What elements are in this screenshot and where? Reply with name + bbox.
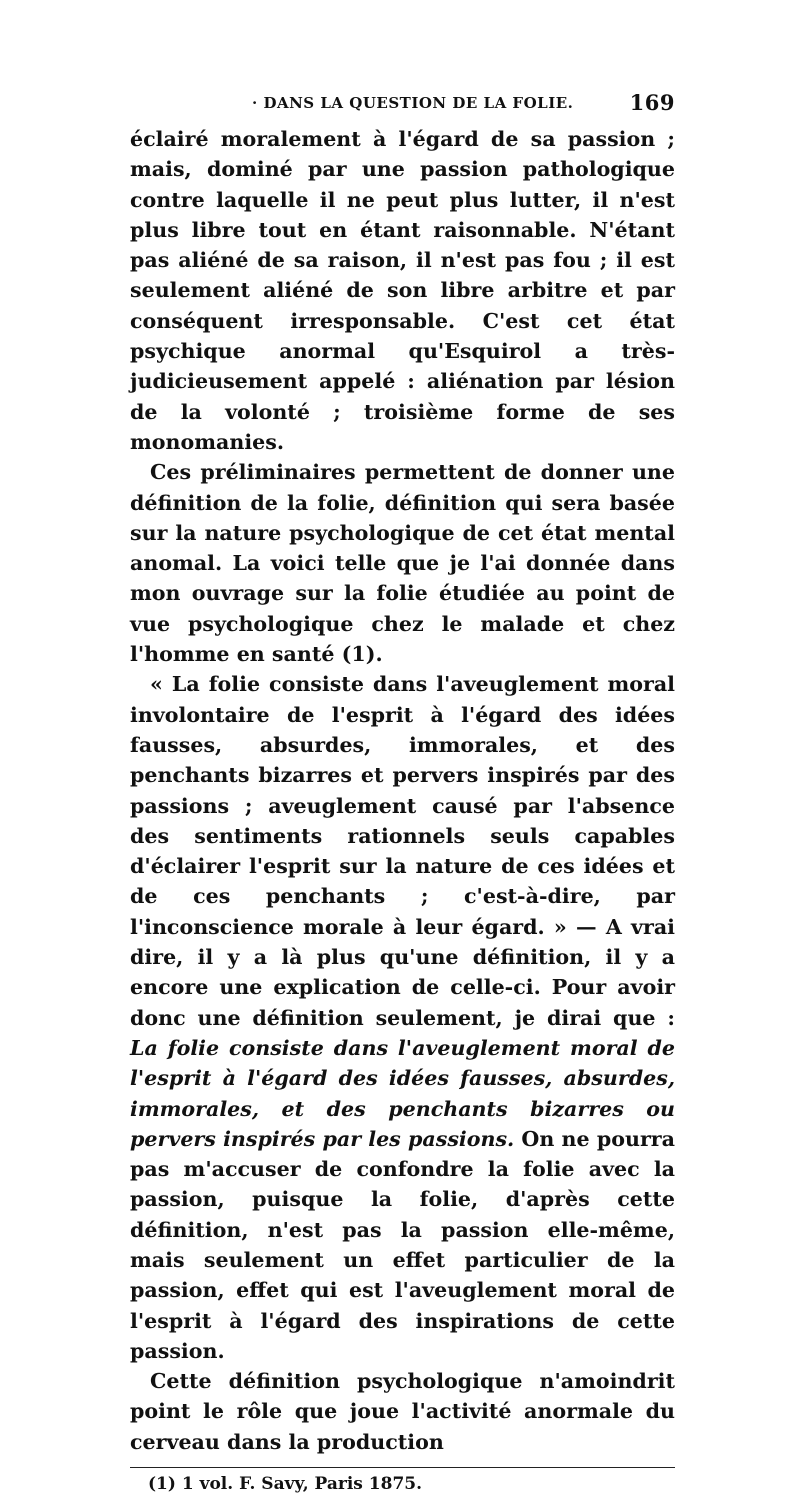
footnote-divider xyxy=(130,1467,675,1468)
text-segment: Cette définition psychologique n'amoindrit point le rôle que joue l'activité anormale du cerveau dans la production xyxy=(130,1369,675,1454)
page-number: 169 xyxy=(629,90,675,115)
paragraph xyxy=(130,124,675,457)
paragraph xyxy=(130,669,675,1366)
text-segment: Ces préliminaires permettent de donner une définition de la folie, définition qui sera basée sur la nature psychologique de cet état mental anomal. La voici telle que je l'ai donnée dans mon ouvrage sur la folie étudiée au point de vue psychologique chez le malade et chez l'homme en santé (1). xyxy=(130,460,675,667)
text-segment: On ne pourra pas m'accuser de confondre la folie avec la passion, puisque la folie, d'après cette définition, n'est pas la passion elle-même, mais seulement un effet particulier de la passion, effet qui est l'aveuglement moral de l'esprit à l'égard des inspirations de cette passion. xyxy=(130,1126,675,1363)
italic-text-segment: La folie consiste dans l'aveuglement moral de l'esprit à l'égard des idées fausses, absurdes, immorales, et des penchants bizarres ou pervers inspirés par les passions. xyxy=(130,1035,675,1151)
footnote: (1) 1 vol. F. Savy, Paris 1875. xyxy=(148,1474,423,1494)
paragraph xyxy=(130,457,675,669)
running-title: · DANS LA QUESTION DE LA FOLIE. xyxy=(252,94,574,112)
text-segment: éclairé moralement à l'égard de sa passion ; mais, dominé par une passion pathologique contre laquelle il ne peut plus lutter, il n'est plus libre tout en étant raisonnable. N'étant pas aliéné de sa raison, il n'est pas fou ; il est seulement aliéné de son libre arbitre et par conséquent irresponsable. C'est cet état psychique anormal qu'Esquirol a très-judicieusement appelé : aliénation par lésion de la volonté ; troisième forme de ses monomanies. xyxy=(130,127,675,454)
paragraph xyxy=(130,1366,675,1457)
running-head xyxy=(130,92,675,122)
body-text xyxy=(130,124,675,1457)
book-page xyxy=(130,92,675,1494)
text-segment: « La folie consiste dans l'aveuglement moral involontaire de l'esprit à l'égard des idées fausses, absurdes, immorales, et des penchants bizarres et pervers inspirés par des passions ; aveuglement causé par l'absence des sentiments rationnels seuls capables d'éclairer l'esprit sur la nature de ces idées et de ces penchants ; c'est-à-dire, par l'inconscience morale à leur égard. » — A vrai dire, il y a là plus qu'une définition, il y a encore une explication de celle-ci. Pour avoir donc une définition seulement, je dirai que : xyxy=(130,672,675,1030)
